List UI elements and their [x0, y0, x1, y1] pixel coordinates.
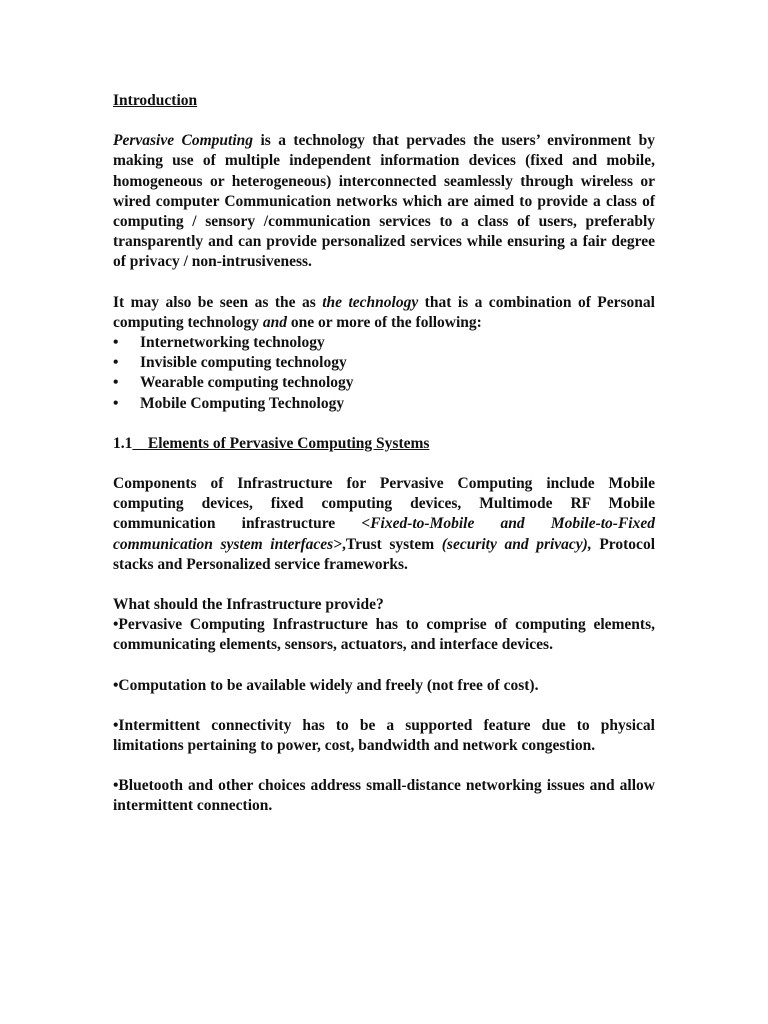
section-paragraph-1-emphasis-2: (security and privacy), [441, 535, 592, 553]
list-item-text: Wearable computing technology [140, 374, 354, 392]
bullet-icon: • [113, 334, 119, 352]
list-item [113, 353, 655, 373]
list-item-text: Internetworking technology [140, 334, 325, 352]
section-paragraph-1-emphasis-1: <Fixed-to-Mobile and Mobile-to-Fixed communication system interfaces> [113, 515, 655, 553]
intro-paragraph-2-emphasis-2: and [262, 313, 287, 331]
intro-paragraph-2-part-c: one or more of the following: [286, 313, 482, 331]
intro-paragraph-2-emphasis-1: the technology [322, 293, 419, 311]
list-item [113, 394, 655, 414]
intro-heading-text: Introduction [113, 92, 198, 109]
section-paragraph-1-part-c: Protocol stacks and Personalized service frameworks. [113, 535, 655, 573]
document-body [113, 91, 655, 817]
intro-paragraph-2 [113, 293, 655, 333]
infrastructure-point-1: •Pervasive Computing Infrastructure has to comprise of computing elements, communicating elements, sensors, actuators, and interface devices. [113, 616, 655, 654]
intro-lead-term: Pervasive Computing [113, 132, 254, 150]
list-item-text: Mobile Computing Technology [140, 394, 345, 412]
infrastructure-question: What should the Infrastructure provide? [113, 596, 384, 614]
bullet-icon: • [113, 394, 119, 412]
intro-paragraph-2-part-b: that is a combination of Personal computing technology [113, 293, 655, 331]
list-item [113, 333, 655, 353]
section-number: 1.1 [113, 434, 133, 452]
infrastructure-point-2: •Computation to be available widely and freely (not free of cost). [113, 676, 539, 694]
intro-paragraph-2-part-a: It may also be seen as the as [113, 293, 323, 311]
infrastructure-point-3: •Intermittent connectivity has to be a supported feature due to physical limitations pertaining to power, cost, bandwidth and network congestion. [113, 716, 655, 755]
section-title-spacer [132, 435, 148, 452]
infrastructure-point-4: •Bluetooth and other choices address small-distance networking issues and allow intermittent connection. [113, 777, 655, 815]
section-paragraph-1-part-b: ,Trust system [342, 535, 442, 553]
bullet-icon: • [113, 354, 119, 372]
intro-heading [113, 91, 655, 111]
section-title: Elements of Pervasive Computing Systems [147, 434, 430, 452]
section-paragraph-1 [113, 474, 655, 575]
list-item [113, 373, 655, 393]
list-item-text: Invisible computing technology [140, 354, 347, 372]
intro-paragraph-1-text: is a technology that pervades the users’ environment by making use of multiple independent information devices (fixed and mobile, homogeneous or heterogeneous) interconnected seamlessly through wireless or wired computer Communication networks which are aimed to provide a class of computing / sensory /communication services to a class of users, preferably transparently and can provide personalized services while ensuring a fair degree of privacy / non-intrusiveness. [113, 132, 656, 271]
section-paragraph-1-part-a: Components of Infrastructure for Pervasive Computing include Mobile computing devices, fixed computing devices, Multimode RF Mobile communication infrastructure [113, 475, 655, 533]
section-heading [113, 434, 655, 454]
intro-paragraph-1 [113, 131, 655, 272]
technology-list [113, 333, 655, 414]
bullet-icon: • [113, 374, 119, 392]
